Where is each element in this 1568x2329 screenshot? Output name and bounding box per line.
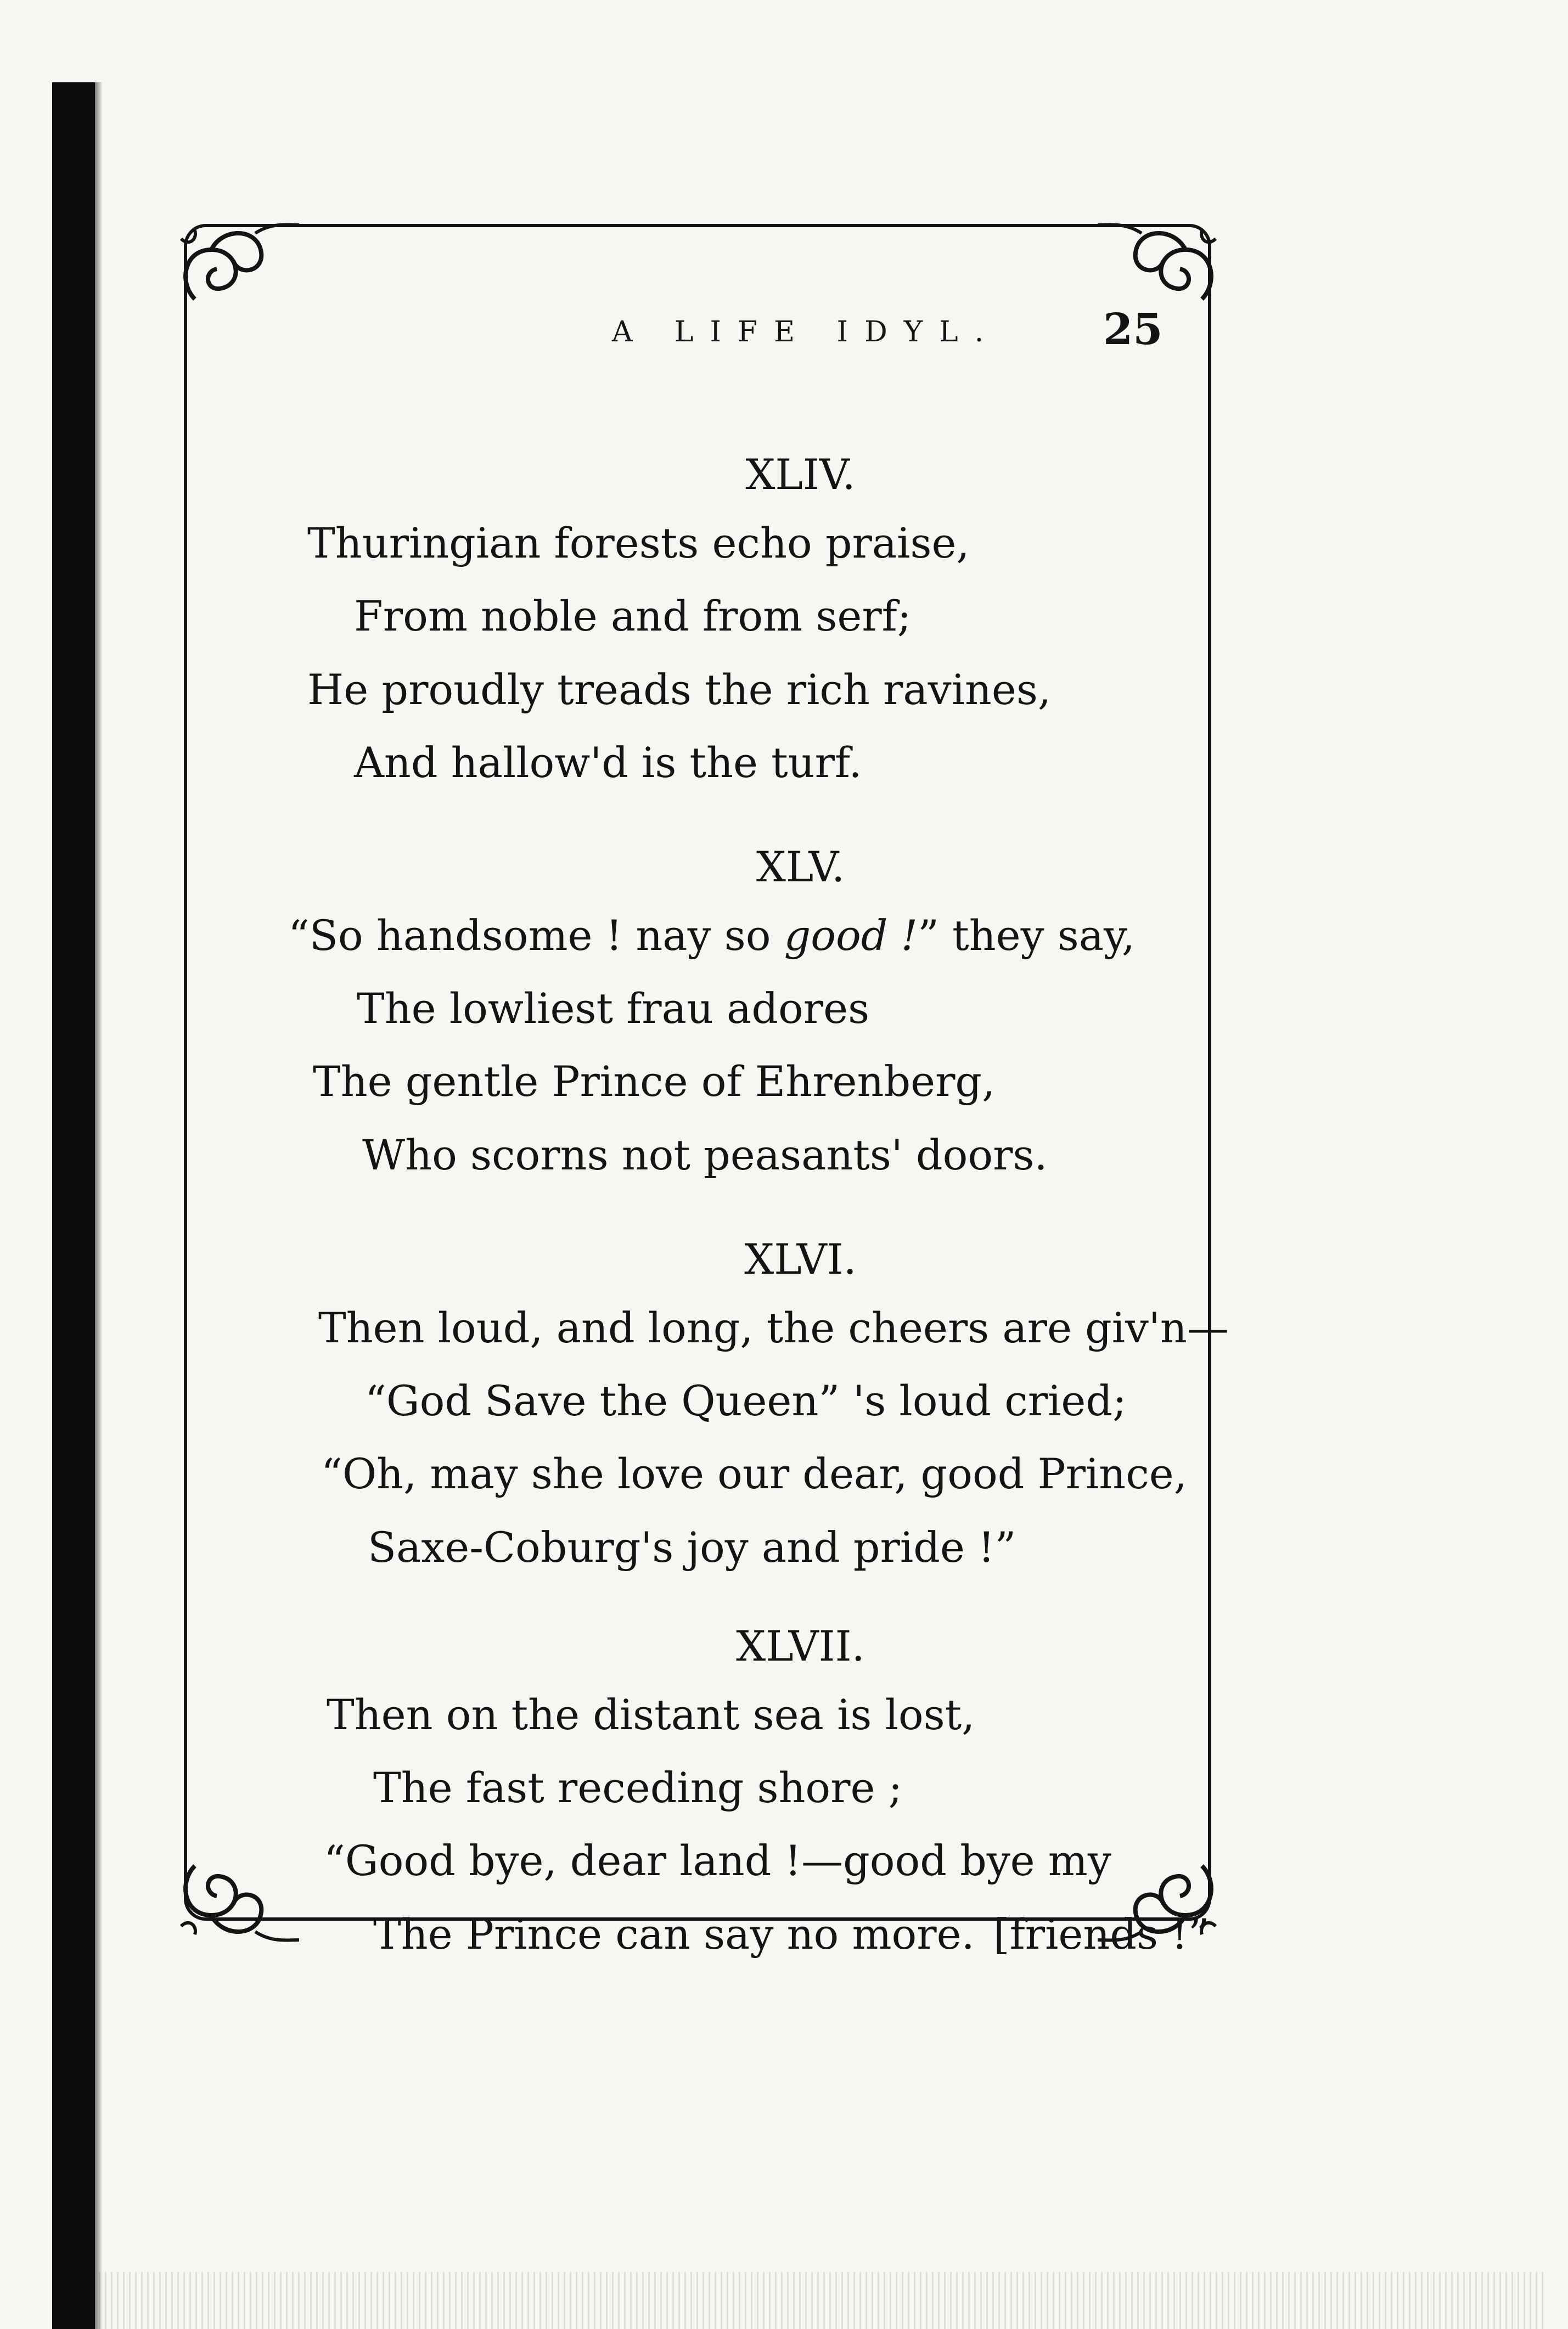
stanza-number: XLVII. (736, 1622, 865, 1670)
poem-line: From noble and from serf; (354, 592, 912, 640)
running-title: A LIFE IDYL. (611, 316, 1001, 348)
poem-line: “Oh, may she love our dear, good Prince, (321, 1449, 1187, 1498)
poem-line-turnover: [friends !” (993, 1910, 1210, 1959)
poem-line: “Good bye, dear land !—good bye my (324, 1836, 1111, 1885)
corner-ornament-top-left-icon (173, 217, 299, 327)
poem-line: “So handsome ! nay so good !” they say, (288, 911, 1136, 960)
poem-line: The Prince can say no more. (373, 1910, 975, 1959)
poem-line: Thuringian forests echo praise, (307, 519, 970, 567)
poem-line: Then loud, and long, the cheers are giv'n— (318, 1303, 1229, 1352)
stanza-number: XLIV. (745, 450, 856, 499)
poem-line: And hallow'd is the turf. (354, 738, 862, 787)
poem-line: The lowliest frau adores (357, 984, 870, 1033)
poem-line: Then on the distant sea is lost, (327, 1690, 975, 1739)
stanza-number: XLV. (756, 842, 845, 891)
page-number: 25 (1103, 305, 1163, 355)
poem-line: The fast receding shore ; (373, 1763, 903, 1812)
poem-line: “God Save the Queen” 's loud cried; (365, 1376, 1127, 1425)
corner-ornament-bottom-left-icon (173, 1838, 299, 1948)
poem-line: He proudly treads the rich ravines, (307, 665, 1052, 714)
stanza-number: XLVI. (744, 1235, 857, 1284)
book-spine-shadow (52, 82, 95, 2329)
poem-line: Saxe-Coburg's joy and pride !” (368, 1523, 1016, 1572)
emphasis-good: good ! (784, 911, 918, 960)
spine-gradient-edge (95, 82, 103, 2329)
poem-line: The gentle Prince of Ehrenberg, (313, 1057, 996, 1106)
page-bottom-speckle (99, 2272, 1548, 2329)
poem-line: Who scorns not peasants' doors. (362, 1130, 1048, 1179)
